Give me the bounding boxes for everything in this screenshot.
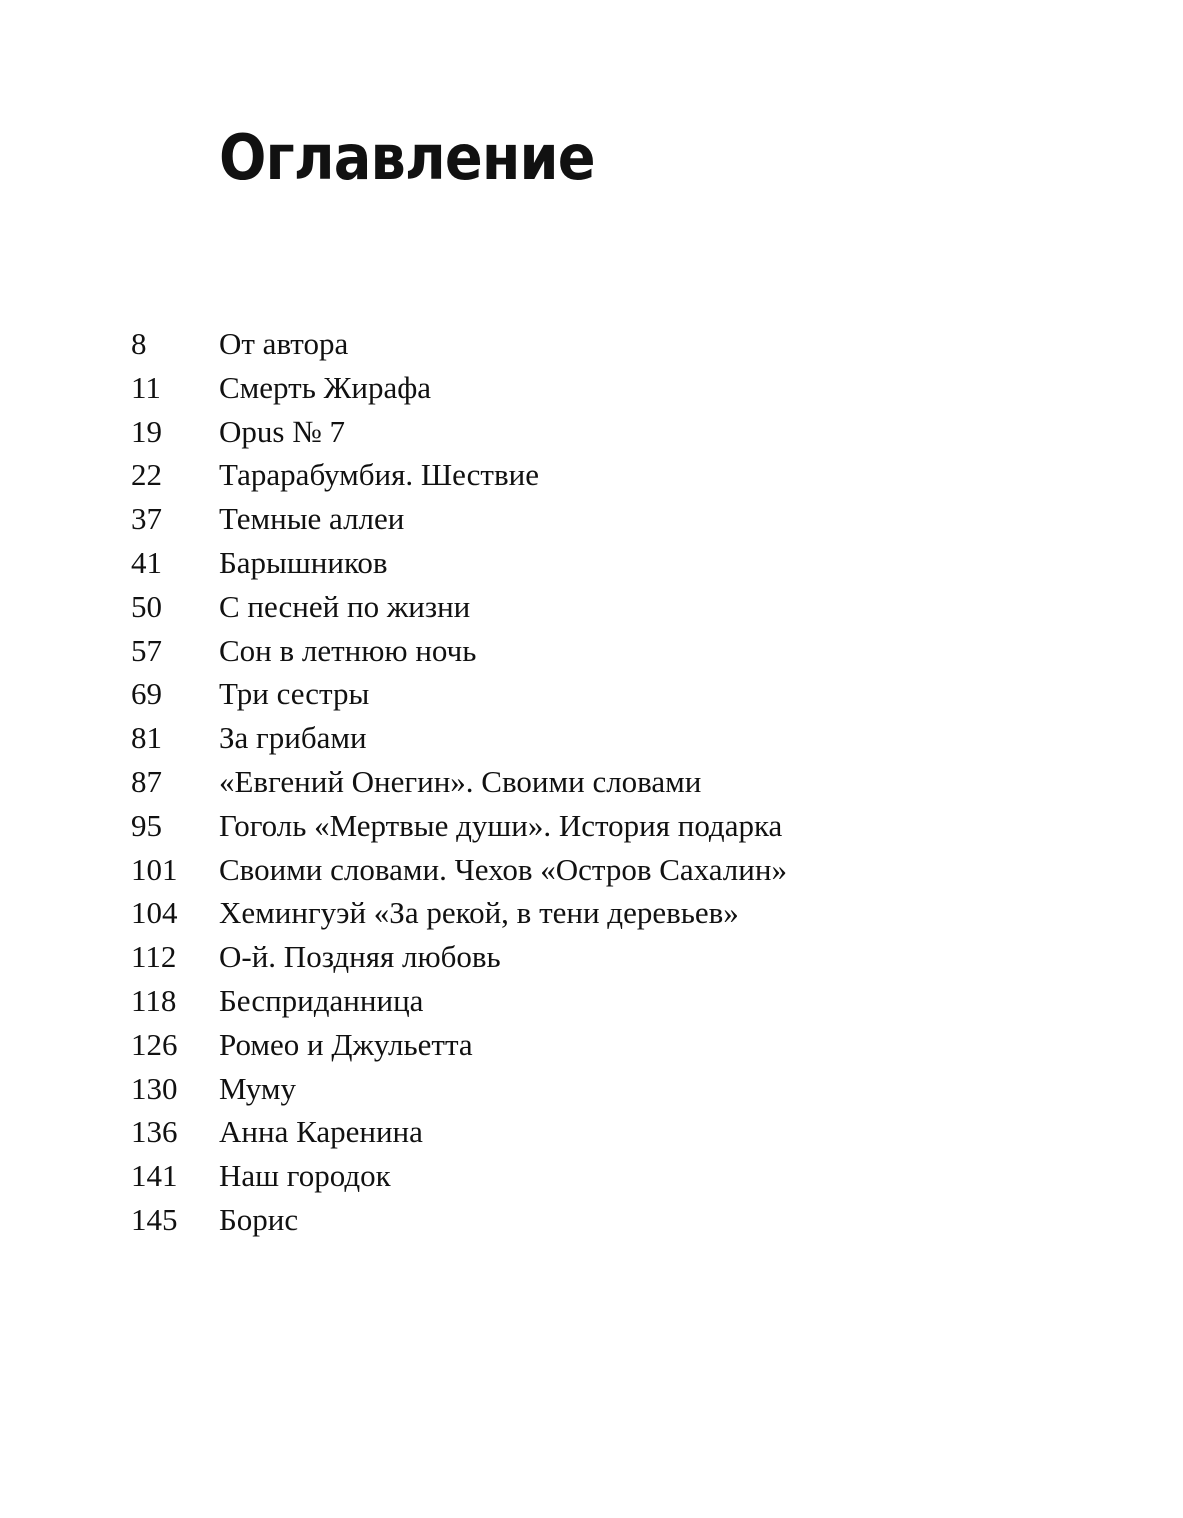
toc-entry-title: Бесприданница bbox=[219, 982, 424, 1018]
toc-page-number: 11 bbox=[131, 369, 161, 405]
toc-page-number: 141 bbox=[131, 1158, 178, 1194]
toc-entry[interactable] bbox=[131, 497, 787, 541]
toc-entry-title: Своими словами. Чехов «Остров Сахалин» bbox=[219, 851, 787, 887]
toc-page-number: 69 bbox=[131, 676, 162, 712]
toc-entry[interactable] bbox=[131, 848, 787, 892]
toc-entry[interactable] bbox=[131, 979, 787, 1023]
toc-entry[interactable] bbox=[131, 322, 787, 366]
toc-page-number: 118 bbox=[131, 982, 177, 1018]
toc-page-number: 37 bbox=[131, 501, 162, 537]
toc-entry[interactable] bbox=[131, 1110, 787, 1154]
toc-entry-title: Анна Каренина bbox=[219, 1114, 423, 1150]
toc-entry-title: С песней по жизни bbox=[219, 588, 471, 624]
toc-entry[interactable] bbox=[131, 716, 787, 760]
toc-entry-title: За грибами bbox=[219, 720, 367, 756]
toc-page-number: 41 bbox=[131, 544, 162, 580]
toc-entry[interactable] bbox=[131, 672, 787, 716]
toc-page-number: 112 bbox=[131, 939, 177, 975]
toc-entry[interactable] bbox=[131, 1198, 787, 1242]
toc-entry-title: Тарарабумбия. Шествие bbox=[219, 457, 539, 493]
toc-entry-title: Три сестры bbox=[219, 676, 370, 712]
toc-entry-title: Хемингуэй «За рекой, в тени деревьев» bbox=[219, 895, 739, 931]
toc-entry-title: Темные аллеи bbox=[219, 501, 405, 537]
toc-entry-title: Борис bbox=[219, 1201, 299, 1237]
toc-entry[interactable] bbox=[131, 453, 787, 497]
toc-entry[interactable] bbox=[131, 891, 787, 935]
toc-entry-title: Opus № 7 bbox=[219, 413, 346, 449]
toc-entry[interactable] bbox=[131, 366, 787, 410]
toc-entry-title: Ромео и Джульетта bbox=[219, 1026, 473, 1062]
toc-page-number: 81 bbox=[131, 720, 162, 756]
toc-entry[interactable] bbox=[131, 410, 787, 454]
toc-entry-title: Смерть Жирафа bbox=[219, 369, 432, 405]
toc-entry[interactable] bbox=[131, 804, 787, 848]
toc-page-number: 126 bbox=[131, 1026, 178, 1062]
toc-page-number: 95 bbox=[131, 807, 162, 843]
toc-entry-title: «Евгений Онегин». Своими словами bbox=[219, 763, 702, 799]
toc-entry[interactable] bbox=[131, 629, 787, 673]
toc-entry-title: Барышников bbox=[219, 544, 388, 580]
toc-entry[interactable] bbox=[131, 541, 787, 585]
toc-page-number: 50 bbox=[131, 588, 162, 624]
toc-entry-title: Сон в летнюю ночь bbox=[219, 632, 477, 668]
toc-page-number: 57 bbox=[131, 632, 162, 668]
toc-page-number: 130 bbox=[131, 1070, 178, 1106]
toc-page-number: 145 bbox=[131, 1201, 178, 1237]
toc-entry-title: Наш городок bbox=[219, 1158, 391, 1194]
toc-entry[interactable] bbox=[131, 585, 787, 629]
toc-entry[interactable] bbox=[131, 1023, 787, 1067]
page-title: Оглавление bbox=[219, 121, 595, 194]
toc-entry[interactable] bbox=[131, 1067, 787, 1111]
toc-entry[interactable] bbox=[131, 935, 787, 979]
table-of-contents bbox=[131, 322, 787, 1242]
toc-entry-title: О-й. Поздняя любовь bbox=[219, 939, 501, 975]
toc-entry-title: Муму bbox=[219, 1070, 297, 1106]
toc-page-number: 101 bbox=[131, 851, 178, 887]
toc-entry-title: Гоголь «Мертвые души». История подарка bbox=[219, 807, 783, 843]
toc-page-number: 104 bbox=[131, 895, 178, 931]
toc-page-number: 136 bbox=[131, 1114, 178, 1150]
toc-page-number: 8 bbox=[131, 326, 147, 361]
toc-page-number: 22 bbox=[131, 457, 162, 493]
toc-page-number: 19 bbox=[131, 413, 162, 449]
toc-entry[interactable] bbox=[131, 760, 787, 804]
toc-entry-title: От автора bbox=[219, 326, 349, 361]
toc-page-number: 87 bbox=[131, 763, 162, 799]
toc-entry[interactable] bbox=[131, 1154, 787, 1198]
